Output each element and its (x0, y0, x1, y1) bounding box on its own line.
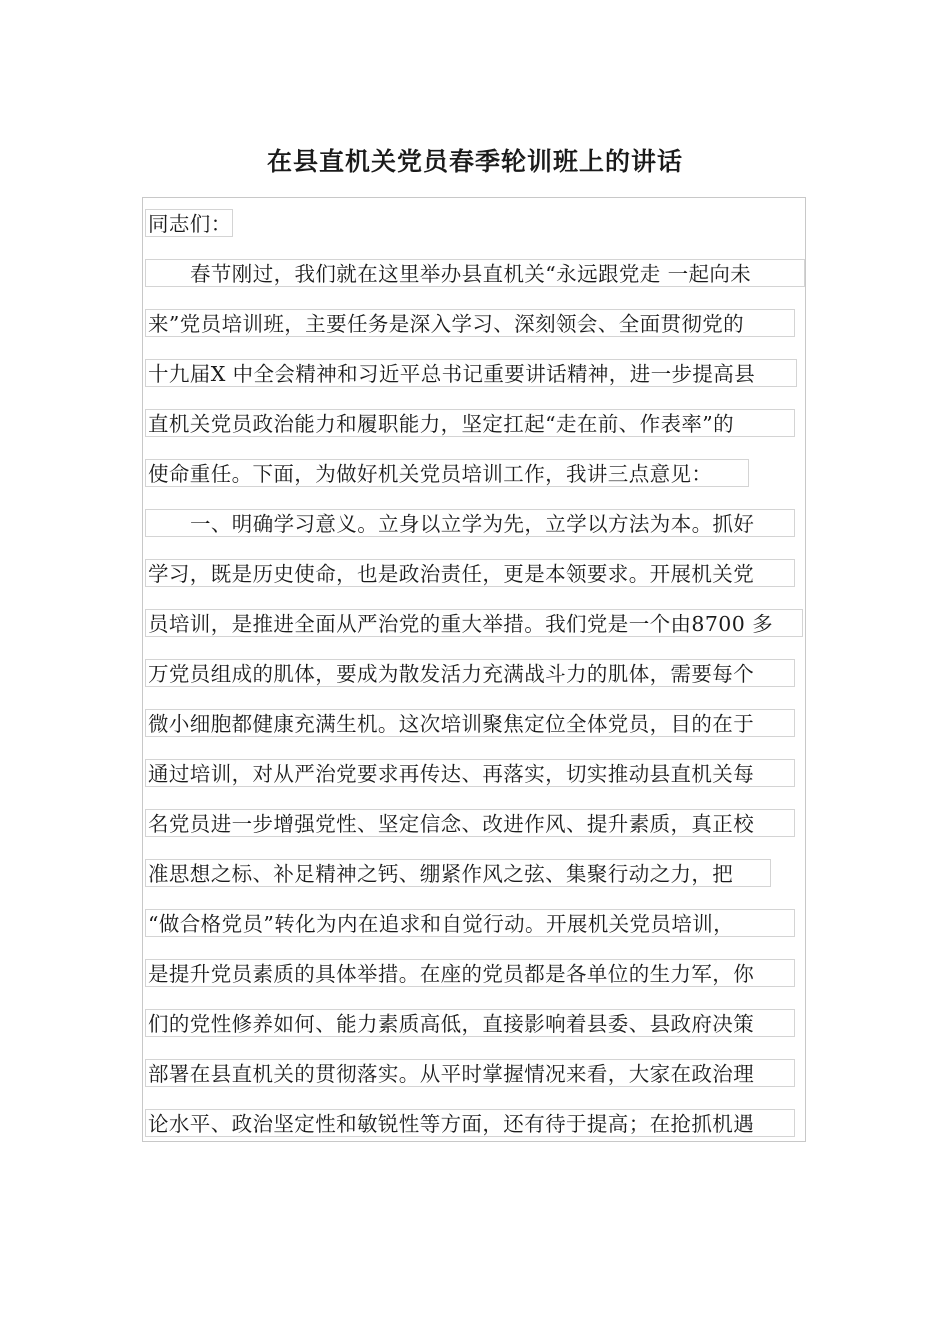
document-title: 在县直机关党员春季轮训班上的讲话 (266, 147, 683, 176)
text-line: 春节刚过，我们就在这里举办县直机关“永远跟党走 一起向未 (145, 259, 805, 287)
text-line: 准思想之标、补足精神之钙、绷紧作风之弦、集聚行动之力，把 (145, 859, 771, 887)
salutation-line: 同志们： (145, 209, 233, 237)
text-line: 使命重任。下面，为做好机关党员培训工作，我讲三点意见： (145, 459, 749, 487)
text-line: 直机关党员政治能力和履职能力，坚定扛起“走在前、作表率”的 (145, 409, 795, 437)
text-line: 学习，既是历史使命，也是政治责任，更是本领要求。开展机关党 (145, 559, 795, 587)
text-line: 论水平、政治坚定性和敏锐性等方面，还有待于提高；在抢抓机遇 (145, 1109, 795, 1137)
text-line: 通过培训，对从严治党要求再传达、再落实，切实推动县直机关每 (145, 759, 795, 787)
text-line: “做合格党员”转化为内在追求和自觉行动。开展机关党员培训， (145, 909, 795, 937)
text-line: 一、明确学习意义。立身以立学为先，立学以方法为本。抓好 (145, 509, 795, 537)
text-line: 是提升党员素质的具体举措。在座的党员都是各单位的生力军，你 (145, 959, 795, 987)
text-line: 员培训，是推进全面从严治党的重大举措。我们党是一个由8700 多 (145, 609, 803, 637)
text-line: 万党员组成的肌体，要成为散发活力充满战斗力的肌体，需要每个 (145, 659, 795, 687)
text-line: 来”党员培训班，主要任务是深入学习、深刻领会、全面贯彻党的 (145, 309, 795, 337)
text-line: 们的党性修养如何、能力素质高低，直接影响着县委、县政府决策 (145, 1009, 795, 1037)
text-line: 名党员进一步增强党性、坚定信念、改进作风、提升素质，真正校 (145, 809, 795, 837)
text-line: 十九届X 中全会精神和习近平总书记重要讲话精神，进一步提高县 (145, 359, 797, 387)
text-line: 微小细胞都健康充满生机。这次培训聚焦定位全体党员，目的在于 (145, 709, 795, 737)
text-line: 部署在县直机关的贯彻落实。从平时掌握情况来看，大家在政治理 (145, 1059, 795, 1087)
